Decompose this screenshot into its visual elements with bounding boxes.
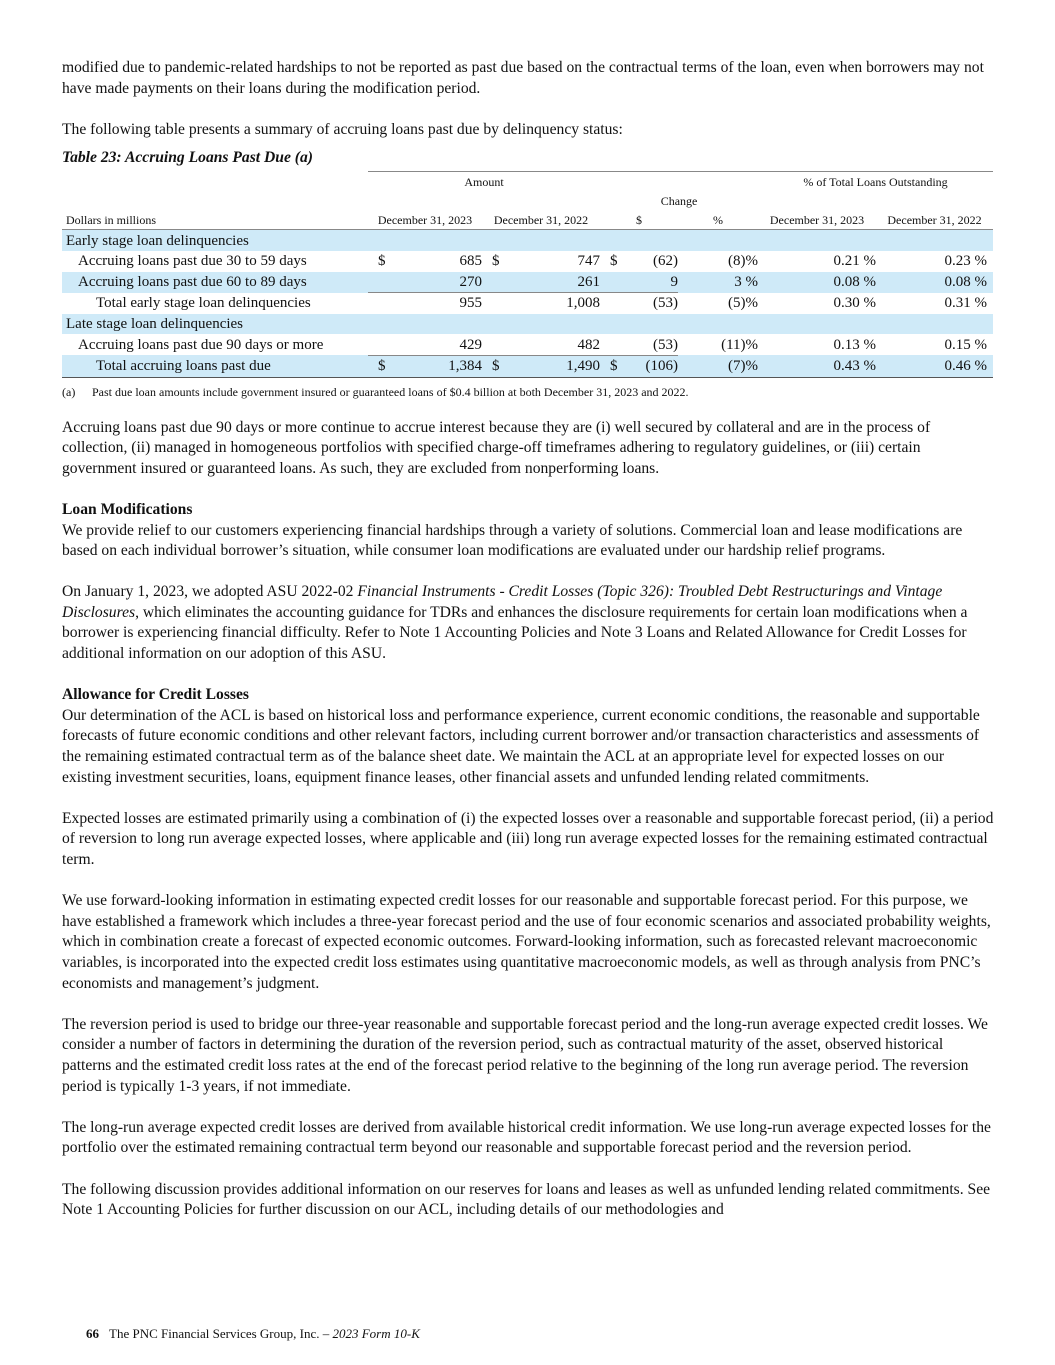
cell-change-pct: (11)% — [721, 336, 759, 353]
cell-pct-2023: 0.08 % — [758, 272, 876, 293]
acl-paragraph-2: Expected losses are estimated primarily using a combination of (i) the expected losses over a reasonable and supportable forecast period, (ii) a period of reversion to long run average expected losses, where applicable and (iii) long run average expected losses for the remaining estimated contractual term. — [62, 809, 994, 868]
currency-symbol — [482, 334, 508, 355]
currency-symbol: $ — [482, 355, 508, 377]
row-label: Total early stage loan delinquencies — [96, 295, 311, 312]
header-amount: Amount — [368, 172, 600, 192]
header-pct-dec-2022: December 31, 2022 — [876, 210, 993, 230]
cell-change-pct: (5)% — [728, 295, 759, 312]
currency-symbol — [482, 293, 508, 314]
acl-heading: Allowance for Credit Losses — [62, 686, 249, 704]
cell-change-pct: (8)% — [728, 253, 759, 270]
currency-symbol: $ — [368, 355, 390, 377]
section-label: Late stage loan delinquencies — [62, 314, 993, 335]
acl-paragraph-3: We use forward-looking information in estimating expected credit losses for our reasonable and supportable forecast period. For this purpose, we have established a framework which includes a three-year forecast period and the use of four economic scenarios and associated probability weights, which in combination create a forecast of expected economic outcomes. Forward-looking information, such as forecasted relevant macroeconomic variables, is incorporated into the expected credit loss estimates using quantitative macroeconomic models, as well as through analysis from PNC’s economists and management’s judgment. — [62, 892, 991, 992]
currency-symbol: $ — [610, 253, 618, 270]
cell-change-pct: (7)% — [678, 355, 758, 377]
header-change: Change — [660, 193, 698, 208]
table-row — [62, 251, 993, 272]
cell-dec-2022: 482 — [508, 334, 600, 355]
header-change-dollar: $ — [600, 210, 678, 230]
cell-dec-2022: 1,490 — [508, 355, 600, 377]
cell-dec-2022: 261 — [508, 272, 600, 293]
row-label: Accruing loans past due 30 to 59 days — [78, 253, 307, 270]
footer-form: 2023 Form 10-K — [332, 1326, 420, 1341]
table-row-total — [62, 355, 993, 377]
cell-change-pct: 3 % — [678, 272, 758, 293]
header-dec-2023: December 31, 2023 — [368, 210, 482, 230]
header-pct-total-loans: % of Total Loans Outstanding — [758, 172, 993, 192]
currency-symbol: $ — [492, 253, 500, 270]
footnote-key: (a) — [62, 384, 76, 399]
cell-pct-2023: 0.43 % — [758, 355, 876, 377]
intro-paragraph-2: The following table presents a summary of accruing loans past due by delinquency status: — [62, 120, 623, 138]
cell-pct-2022: 0.15 % — [944, 336, 988, 353]
footer-company: The PNC Financial Services Group, Inc. – — [109, 1326, 333, 1341]
cell-pct-2023: 0.21 % — [833, 253, 877, 270]
currency-symbol — [368, 334, 390, 355]
currency-symbol: $ — [378, 253, 386, 270]
cell-pct-2022: 0.46 % — [876, 355, 993, 377]
cell-change-dollar: (53) — [624, 334, 678, 355]
cell-pct-2022: 0.08 % — [876, 272, 993, 293]
section-label: Early stage loan delinquencies — [62, 230, 993, 251]
acl-paragraph-6: The following discussion provides additional information on our reserves for loans and leases as well as unfunded lending related commitments. See Note 1 Accounting Policies for further discussion on our ACL, including details of our methodologies and — [62, 1180, 991, 1219]
text-span: On January 1, 2023, we adopted ASU 2022-02 — [62, 583, 358, 601]
cell-pct-2023: 0.30 % — [833, 295, 877, 312]
loan-modifications-heading: Loan Modifications — [62, 500, 193, 518]
footnote-text: Past due loan amounts include government insured or guaranteed loans of $0.4 billion at both December 31, 2023 and 2022. — [92, 384, 689, 399]
header-change-pct: % — [678, 210, 758, 230]
cell-pct-2022: 0.23 % — [944, 253, 988, 270]
table-header-row-groups — [62, 172, 993, 192]
cell-dec-2023: 429 — [390, 334, 482, 355]
table-row — [62, 314, 993, 335]
page-content — [62, 58, 995, 1221]
loan-mod-paragraph-1: We provide relief to our customers experiencing financial hardships through a variety of solutions. Commercial loan and lease modifications are based on each individual borrower’s situation, while consumer loan modifications are evaluated under our hardship relief programs. — [62, 521, 963, 560]
cell-change-dollar: (53) — [653, 295, 679, 312]
table-footnote — [62, 384, 995, 400]
acl-paragraph-5: The long-run average expected credit losses are derived from available historical credit information. We use long-run average expected losses for the portfolio over the estimated remaining contractual term beyond our reasonable and supportable forecast period and the reversion period. — [62, 1118, 991, 1157]
table-row — [62, 334, 993, 355]
cell-dec-2023: 270 — [390, 272, 482, 293]
currency-symbol — [600, 334, 624, 355]
cell-dec-2023: 685 — [459, 253, 482, 270]
cell-change-dollar: (106) — [624, 355, 678, 377]
cell-change-dollar: (62) — [653, 253, 679, 270]
table-header-row-change — [62, 191, 993, 210]
cell-dec-2023: 955 — [459, 295, 482, 312]
row-label: Accruing loans past due 60 to 89 days — [62, 272, 368, 293]
page-footer — [86, 1326, 420, 1342]
table-row — [62, 230, 993, 251]
after-table-paragraph: Accruing loans past due 90 days or more continue to accrue interest because they are (i) well secured by collateral and are in the process of collection, (ii) managed in homogeneous portfolios with specified charge-off timeframes adhering to regulatory guidelines, or (iii) certain government insured or guaranteed loans. As such, they are excluded from nonperforming loans. — [62, 418, 931, 477]
currency-symbol — [600, 293, 624, 314]
page-number: 66 — [86, 1326, 99, 1341]
table-row — [62, 293, 993, 314]
table-caption: Table 23: Accruing Loans Past Due (a) — [62, 149, 313, 167]
header-pct-dec-2023: December 31, 2023 — [758, 210, 876, 230]
acl-paragraph-1: Our determination of the ACL is based on historical loss and performance experience, current economic conditions, the reasonable and supportable forecasts of future economic conditions and other relevant factors, including current borrower and/or transaction characteristics and assessments of the remaining estimated contractual term as of the balance sheet date. We maintain the ACL at an appropriate level for expected losses on our existing investment securities, loans, equipment finance leases, other financial assets and unfunded lending related commitments. — [62, 706, 980, 786]
currency-symbol: $ — [600, 355, 624, 377]
row-label: Total accruing loans past due — [62, 355, 368, 377]
currency-symbol — [600, 272, 624, 293]
text-span: , which eliminates the accounting guidance for TDRs and enhances the disclosure requirements for certain loan modifications when a borrower is experiencing financial difficulty. Refer to Note 1 Accounting Policies and Note 3 Loans and Related Allowance for Credit Losses for additional information on our adoption of this ASU. — [62, 603, 968, 663]
cell-dec-2022: 747 — [577, 253, 601, 270]
table-row — [62, 272, 993, 293]
cell-pct-2022: 0.31 % — [944, 295, 988, 312]
intro-paragraph-1: modified due to pandemic-related hardships to not be reported as past due based on the contractual terms of the loan, even when borrowers may not have made payments on their loans during the modification period. — [62, 59, 984, 97]
header-dollars-in-millions: Dollars in millions — [62, 210, 368, 230]
cell-change-dollar: 9 — [624, 272, 678, 293]
currency-symbol — [368, 293, 390, 314]
row-label: Accruing loans past due 90 days or more — [78, 336, 324, 353]
currency-symbol — [368, 272, 390, 293]
loan-mod-paragraph-2 — [62, 582, 995, 664]
header-dec-2022: December 31, 2022 — [482, 210, 600, 230]
table-header-row-columns — [62, 210, 993, 230]
cell-dec-2022: 1,008 — [566, 295, 601, 312]
cell-dec-2023: 1,384 — [390, 355, 482, 377]
accruing-loans-past-due-table — [62, 171, 993, 377]
currency-symbol — [482, 272, 508, 293]
acl-paragraph-4: The reversion period is used to bridge our three-year reasonable and supportable forecast period and the long-run average expected credit losses. We consider a number of factors in determining the duration of the reversion period, such as contractual maturity of the asset, observed historical patterns and the estimated credit loss rates at the end of the forecast period relative to the beginning of the long run average period. The reversion period is typically 1-3 years, if not immediate. — [62, 1015, 988, 1095]
cell-pct-2023: 0.13 % — [833, 336, 877, 353]
asu-title: Financial Instruments - Credit Losses (Topic 326): Troubled Debt Restructurings and Vintage Disclosures — [62, 583, 943, 621]
